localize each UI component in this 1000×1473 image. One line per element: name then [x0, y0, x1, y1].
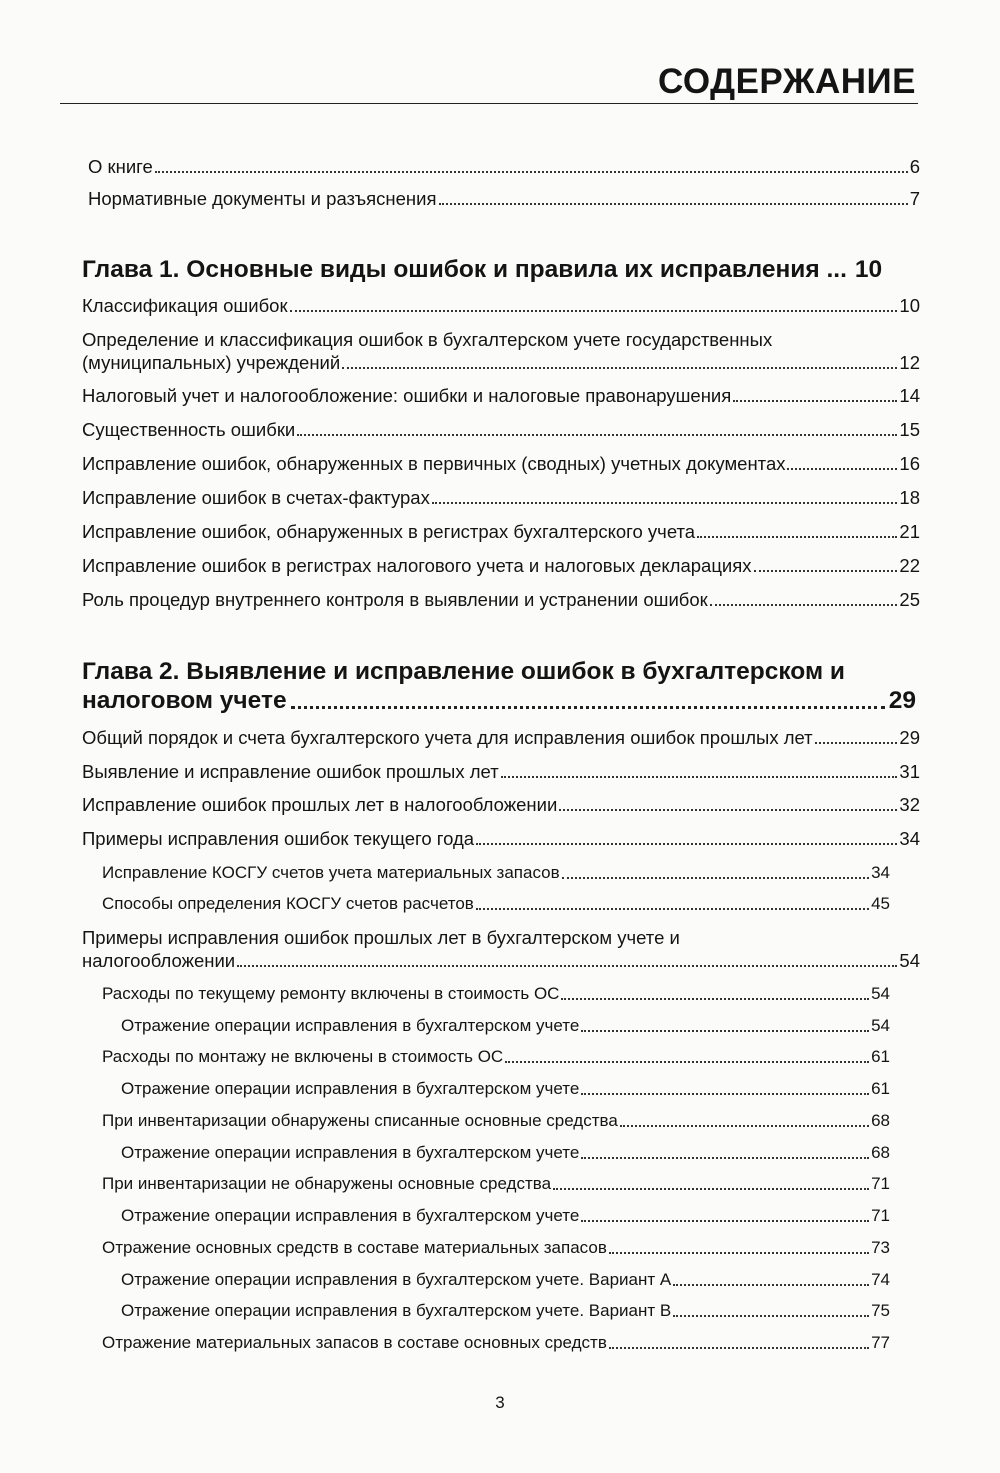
toc-entry-label: Отражение операции исправления в бухгалтерском учете: [121, 1143, 580, 1162]
toc-entry-page: 54: [899, 950, 920, 971]
leader-dots: [581, 1092, 869, 1095]
leader-dots: [476, 907, 869, 910]
toc-entry: [82, 487, 920, 509]
toc-entry: [82, 385, 920, 407]
toc-entry-label: При инвентаризации обнаружены списанные основные средства: [102, 1111, 618, 1130]
chapter-title: Глава 2. Выявление и исправление ошибок в бухгалтерском и: [82, 658, 845, 685]
toc-subentry: [102, 1173, 890, 1195]
toc-subsubentry: [121, 1015, 890, 1037]
toc-entry-label: Отражение операции исправления в бухгалтерском учете. Вариант А: [121, 1270, 672, 1289]
toc-entry: [82, 521, 920, 543]
toc-entry-label: Налоговый учет и налогообложение: ошибки и налоговые правонарушения: [82, 385, 732, 406]
toc-entry-page: 68: [871, 1111, 890, 1130]
toc-entry: [82, 419, 920, 441]
toc-entry: [88, 156, 920, 178]
toc-entry-page: 22: [899, 555, 920, 576]
toc-entry-label: Исправление ошибок в регистрах налогового учета и налоговых декларациях: [82, 555, 752, 576]
toc-entry-page: 7: [909, 188, 920, 209]
toc-entry-page: 73: [871, 1238, 890, 1257]
leader-dots: [505, 1060, 869, 1063]
chapter-title-cont: налоговом учете: [82, 687, 287, 714]
chapter-title: Глава 1. Основные виды ошибок и правила их исправления ...: [82, 256, 847, 283]
toc-entry-page: 74: [871, 1270, 890, 1289]
toc-entry-page: 18: [899, 487, 920, 508]
toc-entry: [82, 794, 920, 816]
toc-entry-label-cont: налогообложении: [82, 950, 236, 971]
title-rule: [60, 103, 918, 104]
toc-entry-page: 34: [871, 863, 890, 882]
toc-subentry: [102, 983, 890, 1005]
toc-entry-multiline: [82, 926, 920, 972]
toc-entry: [82, 555, 920, 577]
leader-dots: [609, 1346, 869, 1349]
toc-entry-page: 61: [871, 1047, 890, 1066]
toc-entry-label: Классификация ошибок: [82, 295, 288, 316]
toc-entry-label: Определение и классификация ошибок в бухгалтерском учете государственных: [82, 329, 773, 350]
toc-entry-page: 6: [909, 156, 920, 177]
toc-entry-page: 54: [871, 1016, 890, 1035]
chapter-2-heading: [82, 657, 916, 715]
leader-dots: [815, 741, 898, 744]
chapter-page: 29: [888, 687, 916, 714]
toc-subentry: [102, 1332, 890, 1354]
toc-subentry: [102, 1110, 890, 1132]
toc-entry-page: 77: [871, 1333, 890, 1352]
toc-entry-label: Отражение материальных запасов в составе основных средств: [102, 1333, 607, 1352]
toc-entry-label: Отражение операции исправления в бухгалтерском учете: [121, 1016, 580, 1035]
toc-entry-page: 31: [899, 761, 920, 782]
toc-entry-label: Существенность ошибки: [82, 419, 296, 440]
toc-entry-page: 12: [899, 352, 920, 373]
toc-subsubentry: [121, 1205, 890, 1227]
toc-entry-label: Исправление КОСГУ счетов учета материальных запасов: [102, 863, 560, 882]
toc-subsubentry: [121, 1078, 890, 1100]
toc-entry-label: Примеры исправления ошибок прошлых лет в бухгалтерском учете и: [82, 927, 680, 948]
leader-dots: [620, 1124, 869, 1127]
toc-entry-page: 71: [871, 1206, 890, 1225]
leader-dots: [581, 1219, 869, 1222]
toc-entry-label: Роль процедур внутреннего контроля в выявлении и устранении ошибок: [82, 589, 708, 610]
chapter-1-heading: [82, 255, 916, 284]
toc-entry-page: 45: [871, 894, 890, 913]
toc-entry-page: 68: [871, 1143, 890, 1162]
toc-entry: [82, 453, 920, 475]
leader-dots: [787, 467, 897, 470]
leader-dots: [710, 603, 898, 606]
chapter-page: 10: [854, 256, 883, 283]
toc-entry-page: 21: [899, 521, 920, 542]
page-title: СОДЕРЖАНИЕ: [657, 62, 916, 101]
toc-subsubentry: [121, 1269, 890, 1291]
toc-entry: [82, 727, 920, 749]
toc-entry-label: Отражение операции исправления в бухгалтерском учете. Вариант В: [121, 1301, 672, 1320]
toc-entry-label: Отражение операции исправления в бухгалтерском учете: [121, 1079, 580, 1098]
leader-dots: [561, 997, 869, 1000]
toc-entry-label-cont: (муниципальных) учреждений: [82, 352, 341, 373]
toc-subsubentry: [121, 1300, 890, 1322]
leader-dots: [432, 501, 898, 504]
toc-entry-page: 14: [899, 385, 920, 406]
leader-dots: [237, 964, 897, 967]
toc-entry-multiline: [82, 328, 920, 374]
toc-entry-page: 34: [899, 828, 920, 849]
leader-dots: [673, 1283, 869, 1286]
toc-entry-page: 25: [899, 589, 920, 610]
toc-entry-label: Исправление ошибок прошлых лет в налогообложении: [82, 794, 558, 815]
leader-dots: [553, 1187, 869, 1190]
toc-entry: [82, 295, 920, 317]
toc-entry-label: Способы определения КОСГУ счетов расчетов: [102, 894, 474, 913]
leader-dots: [342, 366, 897, 369]
leader-dots: [609, 1251, 869, 1254]
toc-entry-page: 61: [871, 1079, 890, 1098]
leader-dots: [439, 202, 908, 205]
toc-entry-label: Расходы по текущему ремонту включены в стоимость ОС: [102, 984, 560, 1003]
toc-entry-label: Общий порядок и счета бухгалтерского учета для исправления ошибок прошлых лет: [82, 727, 813, 748]
toc-entry-label: Отражение основных средств в составе материальных запасов: [102, 1238, 607, 1257]
leader-dots: [754, 569, 898, 572]
toc-entry-label: Исправление ошибок в счетах-фактурах: [82, 487, 430, 508]
toc-entry-page: 54: [871, 984, 890, 1003]
toc-entry-label: Примеры исправления ошибок текущего года: [82, 828, 475, 849]
toc-entry-page: 71: [871, 1174, 890, 1193]
toc-entry-label: Отражение операции исправления в бухгалтерском учете: [121, 1206, 580, 1225]
toc-subentry: [102, 1237, 890, 1259]
leader-dots: [476, 842, 897, 845]
leader-dots: [581, 1029, 869, 1032]
toc-subentry: [102, 893, 890, 915]
toc-entry: [88, 188, 920, 210]
toc-entry-label: О книге: [88, 156, 153, 177]
toc-entry-page: 10: [899, 295, 920, 316]
leader-dots: [155, 170, 908, 173]
toc-entry-label: Выявление и исправление ошибок прошлых лет: [82, 761, 499, 782]
toc-subentry: [102, 1046, 890, 1068]
leader-dots: [581, 1156, 869, 1159]
page-number: 3: [495, 1393, 505, 1412]
toc-entry-label: Исправление ошибок, обнаруженных в регистрах бухгалтерского учета: [82, 521, 696, 542]
leader-dots: [290, 309, 898, 312]
toc-entry: [82, 589, 920, 611]
leader-dots: [562, 876, 869, 879]
leader-dots: [291, 705, 885, 709]
leader-dots: [697, 535, 897, 538]
toc-entry-page: 16: [899, 453, 920, 474]
leader-dots: [297, 433, 897, 436]
toc-entry: [82, 828, 920, 850]
toc-entry-page: 29: [899, 727, 920, 748]
leader-dots: [501, 775, 898, 778]
toc-subentry: [102, 862, 890, 884]
toc-entry-label: Нормативные документы и разъяснения: [88, 188, 437, 209]
toc-subsubentry: [121, 1142, 890, 1164]
toc-entry-page: 75: [871, 1301, 890, 1320]
toc-entry-page: 32: [899, 794, 920, 815]
leader-dots: [673, 1314, 869, 1317]
toc-entry: [82, 761, 920, 783]
leader-dots: [559, 808, 897, 811]
toc-entry-label: При инвентаризации не обнаружены основные средства: [102, 1174, 552, 1193]
toc-entry-label: Исправление ошибок, обнаруженных в первичных (сводных) учетных документах: [82, 453, 786, 474]
toc-entry-page: 15: [899, 419, 920, 440]
leader-dots: [733, 399, 897, 402]
toc-entry-label: Расходы по монтажу не включены в стоимость ОС: [102, 1047, 504, 1066]
